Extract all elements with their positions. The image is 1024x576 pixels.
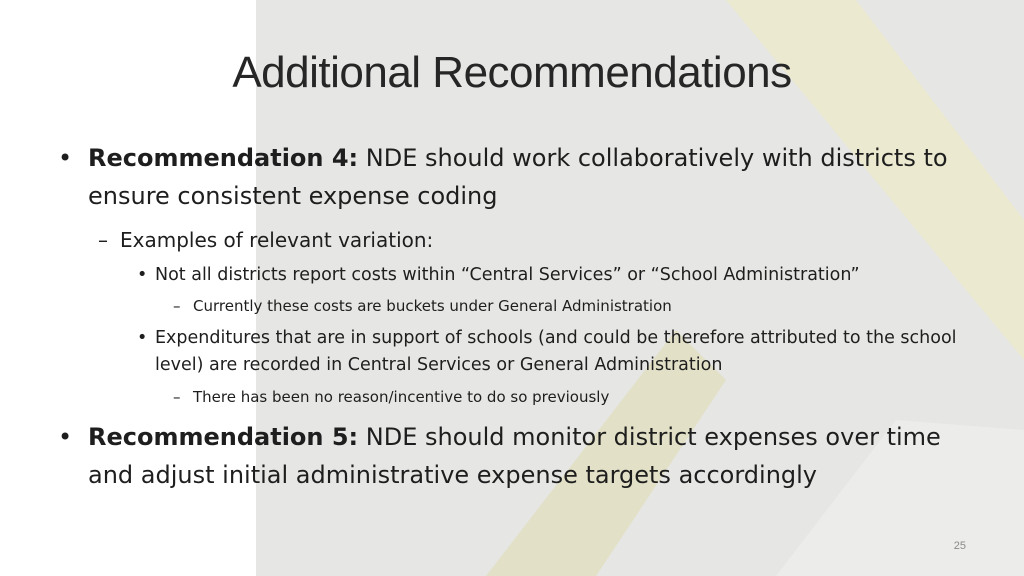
sub-bullet-1-text: Not all districts report costs within “Central Services” or “School Administration” bbox=[155, 265, 860, 285]
sub-bullet-2-text: Expenditures that are in support of schools (and could be therefore attributed to the school level) are recorded in Central Services or General Administration bbox=[155, 328, 957, 375]
recommendation-5-text: NDE should monitor district expenses over time and adjust initial administrative expense targets accordingly bbox=[88, 423, 941, 489]
dash-marker: – bbox=[98, 228, 108, 252]
examples-text: Examples of relevant variation: bbox=[120, 228, 434, 252]
dash-marker: – bbox=[173, 388, 181, 406]
recommendation-4-label: Recommendation 4: bbox=[88, 144, 359, 172]
slide-title: Additional Recommendations bbox=[232, 48, 792, 97]
note-no-reason bbox=[173, 386, 973, 408]
bullet-recommendation-4 bbox=[58, 139, 968, 215]
dash-marker: – bbox=[173, 297, 181, 315]
note-general-administration bbox=[173, 295, 973, 317]
note-1-text: Currently these costs are buckets under General Administration bbox=[193, 297, 672, 315]
bullet-marker: • bbox=[137, 328, 148, 348]
bullet-recommendation-5 bbox=[58, 418, 968, 494]
note-2-text: There has been no reason/incentive to do so previously bbox=[193, 388, 610, 406]
dash-examples bbox=[98, 226, 980, 254]
bullet-marker: • bbox=[58, 144, 73, 172]
recommendation-4-text: NDE should work collaboratively with districts to ensure consistent expense coding bbox=[88, 144, 948, 210]
recommendation-5-label: Recommendation 5: bbox=[88, 423, 359, 451]
sub-bullet-central-services bbox=[137, 262, 975, 289]
sub-bullet-expenditures bbox=[137, 325, 975, 379]
bullet-marker: • bbox=[137, 265, 148, 285]
page-number: 25 bbox=[953, 540, 966, 552]
bullet-marker: • bbox=[58, 423, 73, 451]
